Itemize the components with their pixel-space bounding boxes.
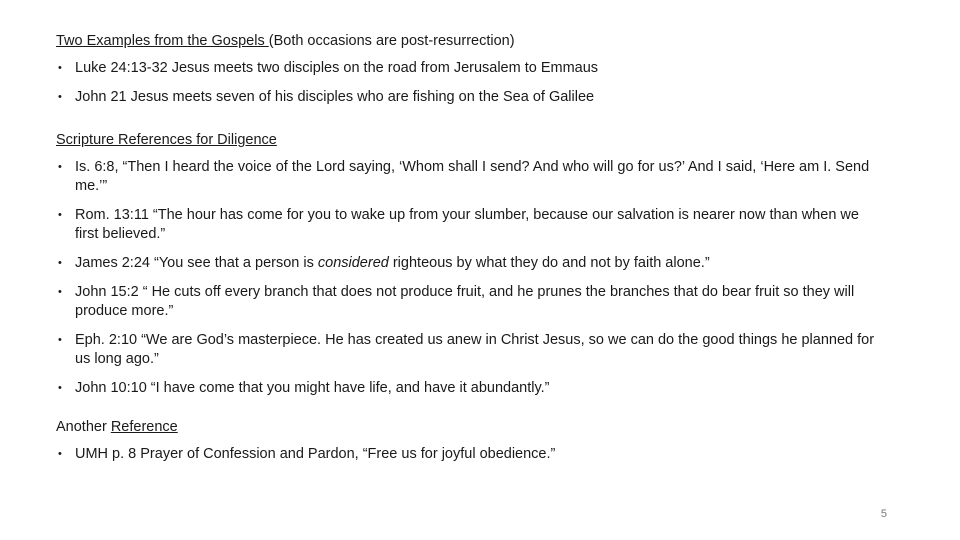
gospels-heading-note: (Both occasions are post-resurrection) xyxy=(268,33,515,49)
bullet-icon: • xyxy=(58,334,62,346)
slide-content xyxy=(56,32,876,474)
list-item: • UMH p. 8 Prayer of Confession and Pardon, “Free us for joyful obedience.” xyxy=(58,446,556,462)
another-reference-heading xyxy=(56,418,876,436)
list-item: • John 21 Jesus meets seven of his disciples who are fishing on the Sea of Galilee xyxy=(58,89,595,105)
bullet-icon: • xyxy=(58,382,62,394)
diligence-list xyxy=(56,158,876,398)
list-item: • Rom. 13:11 “The hour has come for you to wake up from your slumber, because our salvation is nearer now than when we first believed.” xyxy=(58,207,859,242)
another-reference-list xyxy=(56,445,876,464)
list-item: • Is. 6:8, “Then I heard the voice of the Lord saying, ‘Whom shall I send? And who will go for us?’ And I said, ‘Here am I. Send me.’” xyxy=(58,159,870,194)
gospels-heading-title: Two Examples from the Gospels xyxy=(56,33,269,49)
list-item: • John 15:2 “ He cuts off every branch that does not produce fruit, and he prunes the branches that do bear fruit so they will produce more.” xyxy=(58,284,855,319)
another-reference-prefix: Another xyxy=(56,419,111,435)
diligence-heading xyxy=(56,131,876,149)
diligence-heading-title: Scripture References for Diligence xyxy=(56,132,277,148)
gospels-list xyxy=(56,59,876,107)
emphasis-text: considered xyxy=(317,255,389,271)
list-item: • Eph. 2:10 “We are God’s masterpiece. He has created us anew in Christ Jesus, so we can do the good things he planned for us long ago.” xyxy=(58,332,875,367)
bullet-icon: • xyxy=(58,161,62,173)
list-item: • John 10:10 “I have come that you might have life, and have it abundantly.” xyxy=(58,380,550,396)
page-number: 5 xyxy=(880,508,887,520)
list-item: • Luke 24:13-32 Jesus meets two disciples on the road from Jerusalem to Emmaus xyxy=(58,60,599,76)
bullet-icon: • xyxy=(58,62,62,74)
gospels-heading xyxy=(56,32,876,50)
bullet-icon: • xyxy=(58,209,62,221)
list-item: • James 2:24 “You see that a person is considered righteous by what they do and not by faith alone.” xyxy=(58,255,710,271)
bullet-icon: • xyxy=(58,91,62,103)
bullet-icon: • xyxy=(58,286,62,298)
bullet-icon: • xyxy=(58,257,62,269)
bullet-icon: • xyxy=(58,448,62,460)
another-reference-title: Reference xyxy=(110,419,178,435)
